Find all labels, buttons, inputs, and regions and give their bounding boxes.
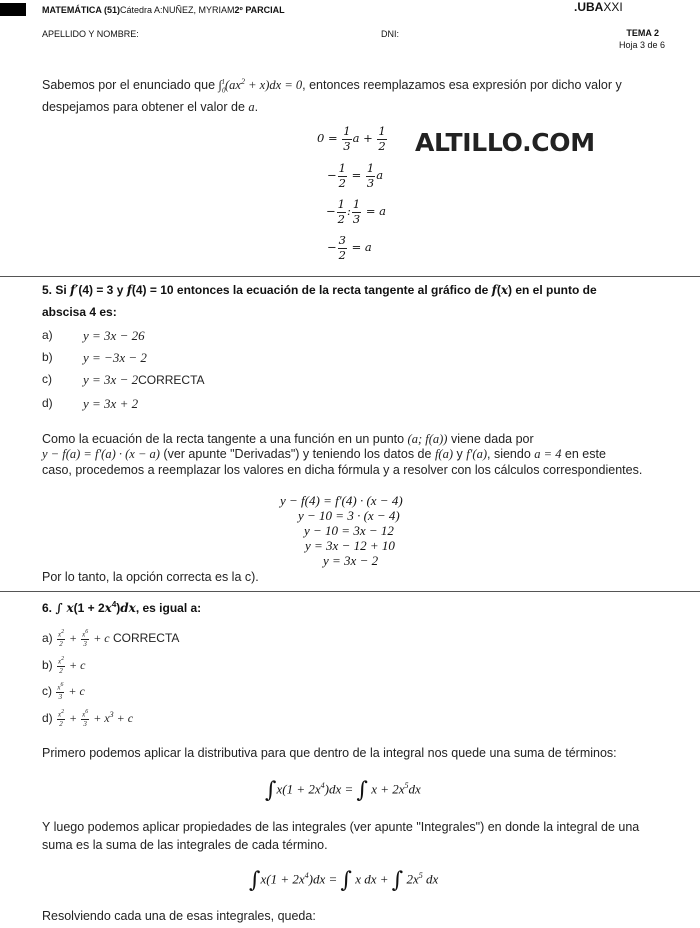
q6-eq-1: $\int x(1 + 2x^4)dx$ = ∫ $x + 2x^5dx$ [265, 778, 421, 803]
correct-mark: CORRECTA [112, 630, 180, 645]
watermark: ALTILLO.COM [415, 128, 595, 157]
given-integral: $\int_0^1(ax^2 + x)dx = 0$ [218, 77, 303, 95]
course-name: MATEMÁTICA (51) [42, 5, 120, 15]
q6-explain-1: Primero podemos aplicar la distributiva para que dentro de la integral nos quede una suma de términos: [42, 746, 617, 760]
parcial: 2º PARCIAL [234, 5, 285, 15]
name-label: APELLIDO Y NOMBRE: [42, 29, 139, 39]
dni-label: DNI: [381, 29, 399, 39]
q5-explain-2: y − f(a) = f′(a) · (x − a) (ver apunte "Derivadas") y teniendo los datos de f(a) y f′(a), siendo a = 4 en este [42, 447, 606, 461]
prev-step-4: − $\frac{3}{2}$ = a [327, 233, 372, 262]
prev-step-1: 0 = $\frac{1}{3}$ a + $\frac{1}{2}$ [317, 124, 386, 153]
divider-2 [0, 591, 700, 592]
header-black-bar [0, 3, 26, 16]
divider-1 [0, 276, 700, 277]
q5-option-b[interactable]: b) y = −3x − 2 [42, 350, 147, 365]
page-counter: Hoja 3 de 6 [618, 40, 665, 50]
q6-title: 6. ∫ $x(1 + 2x^4)dx$, es igual a: [42, 600, 202, 615]
q5-title-line2: abscisa 4 es: [42, 305, 117, 319]
q5-option-a[interactable]: a) y = 3x − 26 [42, 328, 145, 343]
q6-option-c[interactable]: c) $\frac{x^6}{3}$ + c [42, 682, 85, 702]
prev-intro-line2: despejamos para obtener el valor de a. [42, 100, 259, 114]
header-course-line [42, 5, 285, 15]
q6-explain-2: Y luego podemos aplicar propiedades de las integrales (ver apunte "Integrales") en donde la integral de una [42, 820, 640, 834]
q5-explain-3: caso, procedemos a reemplazar los valores en dicha fórmula y a resolver con los cálculos correspondientes. [42, 463, 643, 477]
q6-option-d[interactable]: d) $\frac{x^2}{2}$ + $\frac{x^6}{3}$ + $x^3 + c$ [42, 709, 134, 729]
q5-option-d[interactable]: d) y = 3x + 2 [42, 396, 139, 411]
prev-step-2: − $\frac{1}{2}$ = $\frac{1}{3}$ a [327, 161, 384, 190]
q5-step-1: y − f(4) = f′(4) · (x − 4) [280, 493, 403, 508]
uba-logo: .UBAXXI [574, 0, 623, 14]
q5-explain-1: Como la ecuación de la recta tangente a una función en un punto (a; f(a)) viene dada por [42, 432, 534, 446]
q6-eq-2: $\int x(1 + 2x^4)dx$ = ∫ x dx + ∫ $2x^5$ dx [249, 868, 439, 893]
catedra: Cátedra A:NUÑEZ, MYRIAM [120, 5, 235, 15]
q6-explain-3: suma es la suma de las integrales de cada término. [42, 838, 328, 852]
q5-conclusion: Por lo tanto, la opción correcta es la c). [42, 570, 259, 584]
q5-option-c[interactable]: c) y = 3x − 2CORRECTA [42, 372, 205, 387]
prev-step-3: − $\frac{1}{2}$ : $\frac{1}{3}$ = a [326, 197, 386, 226]
prev-intro-line1: Sabemos por el enunciado que $\int_0^1(ax^2 + x)dx = 0$, entonces reemplazamos esa expresión por dicho valor y [42, 77, 622, 95]
q5-title: 5. Si f′(4) = 3 y f(4) = 10 entonces la ecuación de la recta tangente al gráfico de f(x) en el punto de [42, 283, 597, 297]
correct-mark: CORRECTA [138, 373, 205, 387]
q5-step-4: y = 3x − 12 + 10 [305, 538, 395, 553]
q6-option-b[interactable]: b) $\frac{x^2}{2}$ + c [42, 656, 86, 676]
q5-step-5: y = 3x − 2 [323, 553, 379, 568]
q5-step-2: y − 10 = 3 · (x − 4) [298, 508, 400, 523]
tema-label: TEMA 2 [626, 28, 659, 38]
q5-step-3: y − 10 = 3x − 12 [304, 523, 394, 538]
q6-explain-4: Resolviendo cada una de esas integrales, queda: [42, 909, 316, 923]
q6-option-a[interactable]: a) $\frac{x^2}{2}$ + $\frac{x^6}{3}$ + c CORRECTA [42, 629, 180, 649]
